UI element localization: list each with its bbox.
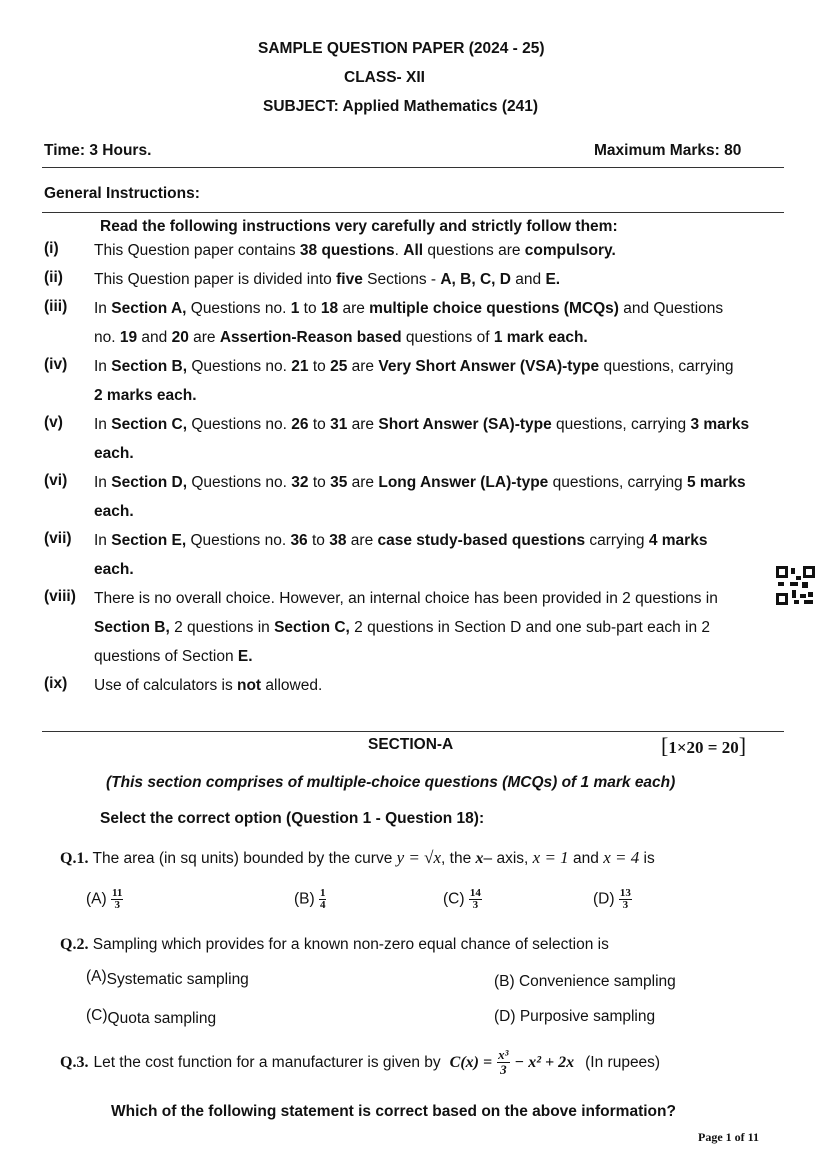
instruction-line: each. (94, 445, 134, 462)
cost-function-rhs: − x² + 2x (514, 1053, 575, 1071)
option-fraction (469, 888, 482, 911)
axis-variable: x (475, 850, 484, 867)
question-label: Q.2. (60, 936, 89, 953)
question-3 (60, 1048, 660, 1077)
instruction-number: (ix) (44, 675, 68, 692)
bound-equation: x = 4 (603, 848, 640, 867)
instruction-number: (vi) (44, 472, 68, 489)
cost-function-fraction (497, 1048, 509, 1077)
option-fraction (619, 888, 632, 911)
question-text: Let the cost function for a manufacturer is given by (93, 1053, 441, 1071)
fraction-denominator: 3 (622, 899, 629, 911)
bracket-close: ] (738, 733, 747, 758)
max-marks-label: Maximum Marks: 80 (594, 142, 742, 159)
question-text: , the (441, 850, 472, 867)
instruction-line: questions of Section E. (94, 648, 253, 665)
instructions-divider (42, 212, 784, 213)
question-text: Sampling which provides for a known non-zero equal chance of selection is (92, 936, 609, 953)
fraction-numerator: 14 (469, 887, 481, 899)
question-text: and (573, 850, 599, 867)
option-fraction (319, 888, 327, 911)
section-a-divider (42, 731, 784, 732)
instruction-number: (vii) (44, 530, 72, 547)
instruction-number: (viii) (44, 588, 76, 605)
option-text: Quota sampling (107, 1010, 217, 1027)
instruction-number: (ii) (44, 269, 63, 286)
instruction-line: each. (94, 561, 134, 578)
instruction-number: (iv) (44, 356, 68, 373)
fraction-denominator: 3 (114, 899, 120, 911)
fraction-numerator: 11 (111, 887, 123, 899)
fraction-denominator: 4 (319, 899, 326, 911)
instruction-text (94, 526, 784, 584)
instruction-text (94, 352, 784, 410)
section-a-marks-value: 1×20 = 20 (668, 738, 739, 757)
section-a-title: SECTION-A (368, 736, 454, 753)
section-a-select: Select the correct option (Question 1 - Question 18): (100, 810, 485, 827)
instruction-text (94, 294, 784, 352)
option-fraction (111, 888, 123, 911)
option-text: Systematic sampling (106, 971, 249, 988)
fraction-denominator: 3 (500, 1062, 507, 1077)
question-2 (60, 936, 609, 954)
q1-option-b[interactable] (294, 888, 326, 911)
header-divider (42, 167, 784, 168)
option-label: (B) (494, 973, 515, 990)
instruction-line: 2 marks each. (94, 387, 197, 404)
page-number: Page 1 of 11 (698, 1130, 759, 1144)
option-text: Convenience sampling (518, 973, 676, 990)
instruction-number: (i) (44, 240, 59, 257)
instruction-line: This Question paper contains 38 questions. All questions are compulsory. (94, 242, 616, 259)
fraction-numerator: 13 (619, 887, 631, 899)
option-label: (A) (86, 890, 107, 908)
q1-option-a[interactable] (86, 888, 123, 911)
question-1 (60, 848, 655, 868)
instruction-text (94, 584, 784, 671)
option-label: (C) (443, 890, 465, 908)
fraction-numerator: x³ (498, 1047, 509, 1062)
question-label: Q.3. (60, 1053, 89, 1071)
subject-label: SUBJECT: Applied Mathematics (241) (263, 98, 539, 115)
q2-option-c[interactable] (86, 1007, 217, 1028)
qr-code-icon (776, 566, 815, 605)
option-label: (D) (494, 1008, 516, 1025)
class-label: CLASS- XII (344, 69, 425, 86)
question-label: Q.1. (60, 850, 89, 867)
instruction-line: each. (94, 503, 134, 520)
instruction-text (94, 410, 784, 468)
instruction-text (94, 265, 784, 294)
cost-function-lhs: C(x) = (449, 1053, 493, 1071)
instruction-line: This Question paper is divided into five Sections - A, B, C, D and E. (94, 271, 561, 288)
instruction-line: Section B, 2 questions in Section C, 2 questions in Section D and one sub-part each in 2 (94, 619, 711, 636)
bound-equation: x = 1 (532, 848, 569, 867)
instruction-text (94, 468, 784, 526)
instruction-line: In Section C, Questions no. 26 to 31 are Short Answer (SA)-type questions, carrying 3 marks (94, 416, 750, 433)
section-a-marks (661, 733, 746, 759)
q1-option-c[interactable] (443, 888, 482, 911)
instruction-line: In Section E, Questions no. 36 to 38 are case study-based questions carrying 4 marks (94, 532, 708, 549)
fraction-numerator: 1 (319, 887, 326, 899)
option-label: (A) (86, 968, 107, 985)
instruction-line: There is no overall choice. However, an internal choice has been provided in 2 questions in (94, 590, 718, 607)
instructions-subheading: Read the following instructions very carefully and strictly follow them: (100, 218, 618, 235)
instruction-number: (v) (44, 414, 63, 431)
q2-option-a[interactable] (86, 968, 249, 989)
time-label: Time: 3 Hours. (44, 142, 152, 159)
option-label: (B) (294, 890, 315, 908)
instruction-line: In Section B, Questions no. 21 to 25 are Very Short Answer (VSA)-type questions, carrying (94, 358, 734, 375)
instruction-line: In Section A, Questions no. 1 to 18 are multiple choice questions (MCQs) and Questions (94, 300, 724, 317)
instruction-text (94, 236, 784, 265)
curve-equation: y = √x (396, 848, 442, 867)
instruction-line: In Section D, Questions no. 32 to 35 are Long Answer (LA)-type questions, carrying 5 marks (94, 474, 746, 491)
question-text: is (643, 850, 655, 867)
q2-option-b[interactable] (494, 973, 676, 991)
instruction-text (94, 671, 784, 700)
cost-unit: (In rupees) (585, 1053, 661, 1071)
instruction-line: Use of calculators is not allowed. (94, 677, 323, 694)
q2-option-d[interactable] (494, 1008, 655, 1026)
question-3-prompt: Which of the following statement is correct based on the above information? (111, 1103, 676, 1120)
section-a-description: (This section comprises of multiple-choice questions (MCQs) of 1 mark each) (106, 774, 676, 791)
question-text: The area (in sq units) bounded by the curve (92, 850, 393, 867)
fraction-denominator: 3 (472, 899, 479, 911)
option-label: (C) (86, 1007, 108, 1024)
bracket-open: [ (661, 733, 669, 758)
question-text: – axis, (483, 850, 529, 867)
option-text: Purposive sampling (519, 1008, 656, 1025)
paper-title: SAMPLE QUESTION PAPER (2024 - 25) (258, 40, 545, 57)
q1-option-d[interactable] (593, 888, 632, 911)
general-instructions-heading: General Instructions: (44, 185, 200, 202)
option-label: (D) (593, 890, 615, 908)
instruction-line: no. 19 and 20 are Assertion-Reason based questions of 1 mark each. (94, 329, 588, 346)
instruction-number: (iii) (44, 298, 68, 315)
